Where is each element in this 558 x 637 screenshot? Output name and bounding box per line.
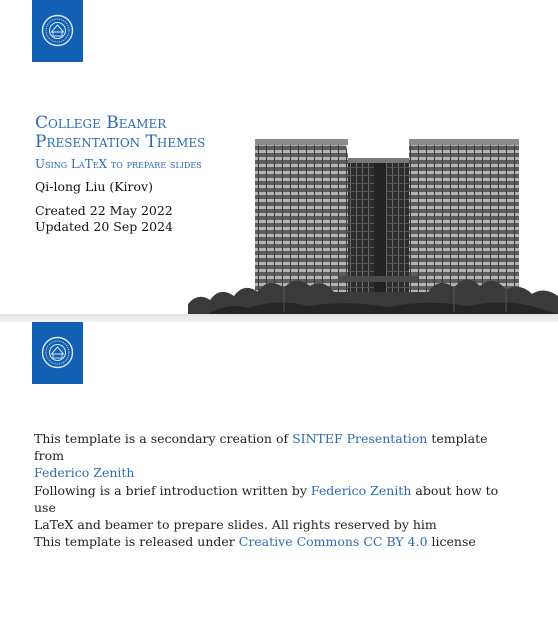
university-seal-icon (41, 336, 74, 369)
university-seal-icon (41, 14, 74, 47)
paragraph-introduction (34, 482, 514, 533)
campus-building-photo (188, 136, 558, 314)
subtitle-suffix: to prepare slides (107, 157, 202, 171)
university-logo (32, 322, 83, 384)
title-slide (0, 0, 558, 314)
federico-zenith-link-2[interactable]: Federico Zenith (310, 483, 412, 498)
p2-latex: LaTeX (34, 517, 74, 532)
p1-text-1: This template is a secondary creation of (34, 431, 293, 446)
p1-text-2: template from (34, 431, 488, 463)
slide-separator (0, 314, 558, 322)
content-slide (0, 322, 558, 637)
created-date: Created 22 May 2022 (35, 203, 173, 218)
presentation-subtitle (35, 157, 202, 172)
p3-text-1: This template is released under (34, 534, 239, 549)
title-line-1: College Beamer (35, 113, 167, 133)
author-name: Qi-long Liu (Kirov) (35, 179, 153, 194)
date-block (35, 203, 173, 235)
p2-text-3: and beamer to prepare slides. All rights reserved by him (73, 517, 437, 532)
p3-text-2: license (427, 534, 476, 549)
subtitle-latex: LaTeX (70, 157, 108, 171)
federico-zenith-link[interactable]: Federico Zenith (34, 465, 135, 480)
paragraph-license (34, 533, 514, 550)
p2-text-2: about how to use (34, 483, 499, 515)
subtitle-prefix: Using (35, 157, 71, 171)
p2-text-1: Following is a brief introduction written by (34, 483, 311, 498)
sintef-presentation-link[interactable]: SINTEF Presentation (292, 431, 428, 446)
university-logo (32, 0, 83, 62)
cc-by-license-link[interactable]: Creative Commons CC BY 4.0 (238, 534, 428, 549)
updated-date: Updated 20 Sep 2024 (35, 219, 174, 234)
paragraph-credits (34, 430, 514, 481)
title-line-2: Presentation Themes (35, 132, 206, 152)
